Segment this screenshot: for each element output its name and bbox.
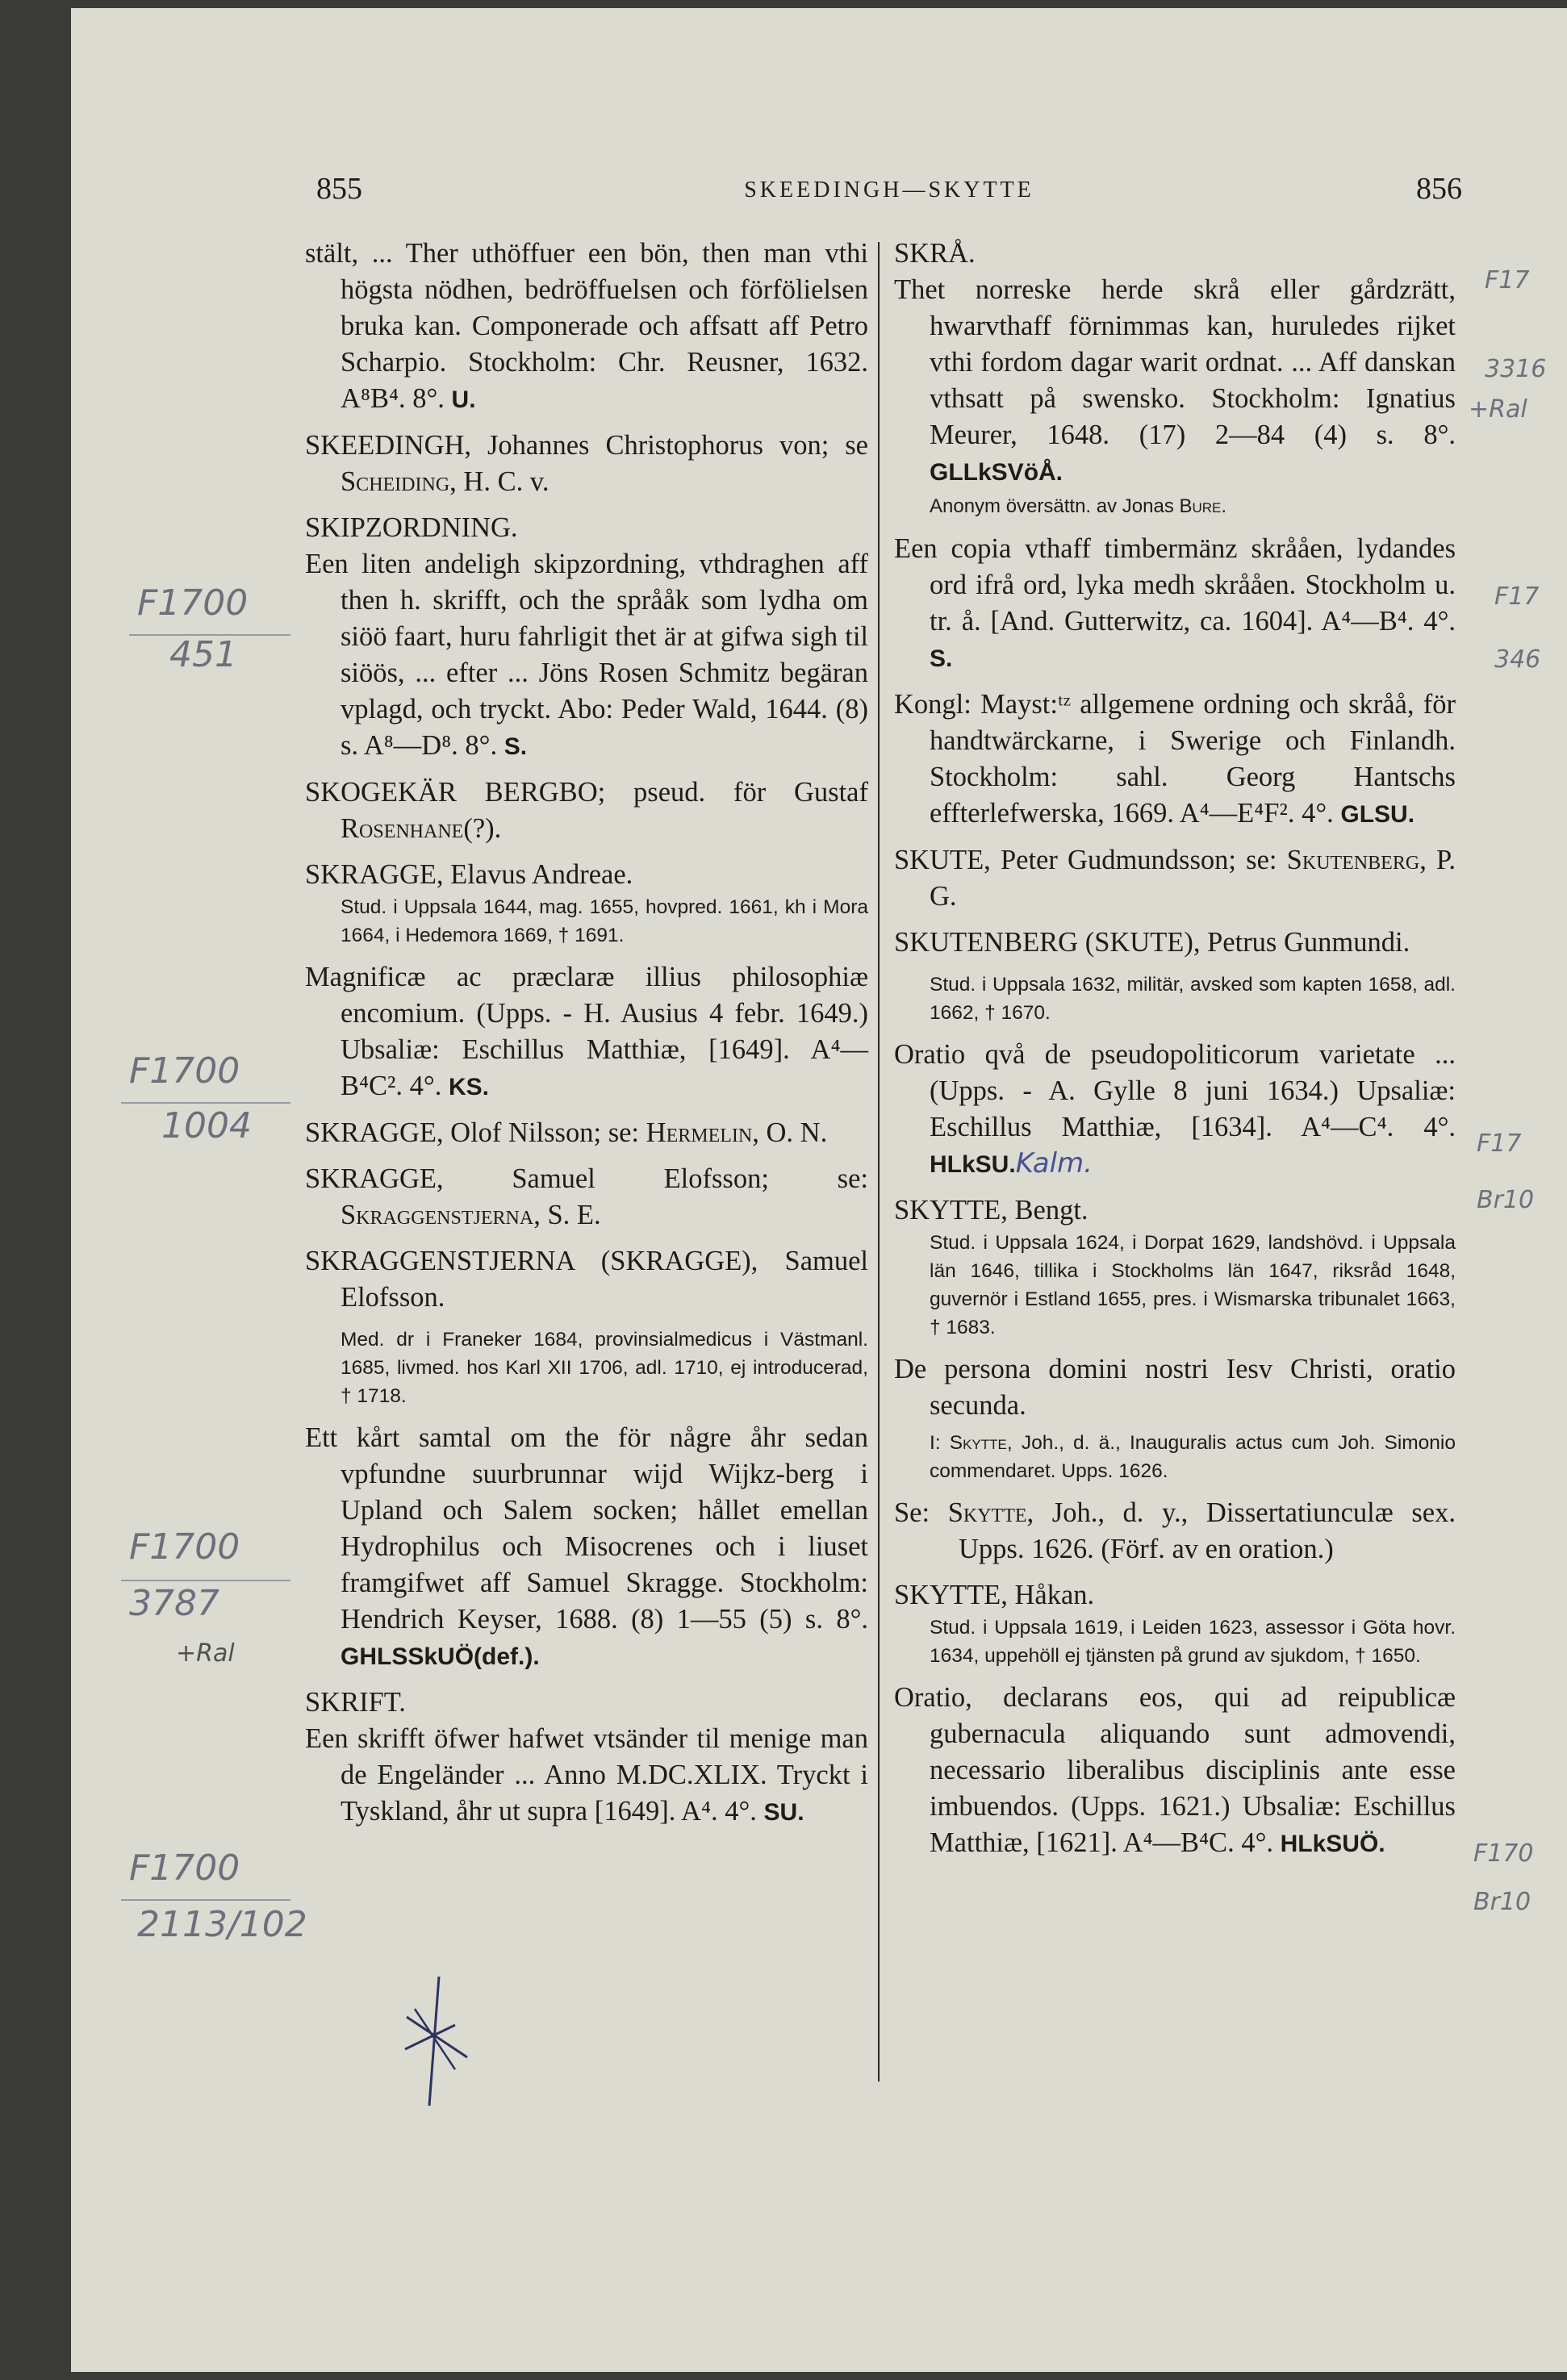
margin-shelfmark: 451 bbox=[169, 634, 237, 675]
biographical-note: Stud. i Uppsala 1624, i Dorpat 1629, landshövd. i Uppsala län 1646, tillika i Stockholms län 1647, riksråd 1648, guvernör i Estland 1655, pres. i Wismarska tribunalet 1663, † 1683. bbox=[930, 1232, 1456, 1338]
entry-text: stält, ... Ther uthöffuer een bön, then man vthi högsta nödhen, bedröffuelsen och förfölielsen bruka kan. Componerade och affsatt aff Petro Scharpio. Stockholm: Chr. Reusner, 1632. A⁸B⁴. 8°. U. bbox=[305, 238, 868, 414]
entry-heading: SKRAGGE, Elavus Andreae. bbox=[305, 859, 633, 890]
margin-shelfmark: 2113/102 bbox=[137, 1904, 307, 1945]
column-divider bbox=[878, 242, 880, 2081]
entry-text: Thet norreske herde skrå eller gårdzrätt, hwarvthaff förnimmas kan, huruledes rijket vthi fordom dagar warit ordnat. ... Aff danskan vthsatt på swensko. Stockholm: Ignatius Meurer, 1648. (17) 2—84 (4) s. 8°. GLLkSVöÅ. bbox=[894, 274, 1456, 486]
entry-text: Oratio qvå de pseudopoliticorum varietate ... (Upps. - A. Gylle 8 juni 1634.) Upsaliæ: Eschillus Matthiæ, [1634]. A⁴—C⁴. 4°. HLkSU.Kalm. bbox=[894, 1039, 1456, 1180]
margin-shelfmark: 346 bbox=[1494, 645, 1541, 674]
entry-text: Magnificæ ac præclaræ illius philosophiæ encomium. (Upps. - H. Ausius 4 febr. 1649.) Ubsaliæ: Eschillus Matthiæ, [1649]. A⁴—B⁴C². 4°. KS. bbox=[305, 962, 868, 1101]
entry-heading: SKOGEKÄR BERGBO; pseud. för Gustaf Rosenhane(?). bbox=[305, 777, 868, 844]
entry-heading: SKRAGGENSTJERNA (SKRAGGE), Samuel Elofsson. bbox=[305, 1246, 868, 1313]
biographical-note: Stud. i Uppsala 1644, mag. 1655, hovpred. 1661, kh i Mora 1664, i Hedemora 1669, † 1691. bbox=[341, 896, 868, 946]
margin-shelfmark: F17 bbox=[1494, 582, 1540, 611]
entry-heading: SKRAGGE, Samuel Elofsson; se: Skraggenstjerna, S. E. bbox=[305, 1163, 868, 1230]
biographical-note: Med. dr i Franeker 1684, provinsialmedicus i Västmanl. 1685, livmed. hos Karl XII 1706, adl. 1710, ej introducerad, † 1718. bbox=[341, 1329, 868, 1407]
margin-shelfmark: F1700 bbox=[137, 582, 249, 624]
sub-reference: I: Skytte, Joh., d. ä., Inauguralis actus cum Joh. Simonio commendaret. Upps. 1626. bbox=[930, 1432, 1456, 1482]
entry-text: Een liten andeligh skipzordning, vthdraghen aff then h. skrifft, och the språåk som lydha om siöö faart, huru fahrligit thet är at gifwa sigh til siöös, ... efter ... Jöns Rosen Schmitz begäran vplagd, och tryckt. Abo: Peder Wald, 1644. (8) s. A⁸—D⁸. 8°. S. bbox=[305, 549, 868, 761]
margin-shelfmark: Br10 bbox=[1473, 1888, 1531, 1916]
margin-shelfmark: F17 bbox=[1485, 266, 1530, 294]
running-title: SKEEDINGH—SKYTTE bbox=[744, 177, 1034, 203]
page-number-right: 856 bbox=[1416, 172, 1462, 206]
entry-heading: SKRAGGE, Olof Nilsson; se: Hermelin, O. N. bbox=[305, 1117, 828, 1148]
entry-text: Oratio, declarans eos, qui ad reipublicæ gubernacula aliquando sunt admovendi, necessario liberalibus disciplinis ante esse imbuendos. (Upps. 1621.) Ubsaliæ: Eschillus Matthiæ, [1621]. A⁴—B⁴C. 4°. HLkSUÖ. bbox=[894, 1682, 1456, 1858]
entry-heading: SKYTTE, Håkan. bbox=[894, 1580, 1095, 1610]
margin-shelfmark: +Ral bbox=[1469, 395, 1527, 424]
entry-heading: SKUTENBERG (SKUTE), Petrus Gunmundi. bbox=[894, 927, 1410, 958]
handwritten-star-mark bbox=[399, 1969, 471, 2106]
handwritten-annotation: Kalm. bbox=[1015, 1147, 1093, 1180]
margin-shelfmark: F17 bbox=[1477, 1129, 1522, 1158]
margin-shelfmark: F1700 bbox=[129, 1526, 240, 1568]
margin-rule bbox=[121, 1580, 290, 1581]
margin-shelfmark: F170 bbox=[1473, 1839, 1534, 1868]
margin-shelfmark: 1004 bbox=[161, 1105, 252, 1146]
margin-rule bbox=[121, 1102, 290, 1104]
entry-heading: SKYTTE, Bengt. bbox=[894, 1195, 1089, 1225]
margin-shelfmark: 3787 bbox=[129, 1583, 219, 1624]
entry-text: Een copia vthaff timbermänz skrååen, lydandes ord ifrå ord, lyka medh skrååen. Stockholm u. tr. å. [And. Gutterwitz, ca. 1604]. A⁴—B⁴. 4°. S. bbox=[894, 533, 1456, 672]
biographical-note: Stud. i Uppsala 1619, i Leiden 1623, assessor i Göta hovr. 1634, uppehöll ej tjänsten på grund av sjukdom, † 1650. bbox=[930, 1617, 1456, 1667]
page-header bbox=[316, 171, 1462, 211]
margin-shelfmark: F1700 bbox=[129, 1050, 240, 1092]
entry-heading: SKIPZORDNING. bbox=[305, 512, 518, 543]
entry-heading: SKUTE, Peter Gudmundsson; se: Skutenberg, P. G. bbox=[894, 845, 1456, 912]
translator-note: Anonym översättn. av Jonas Bure. bbox=[930, 495, 1227, 517]
entry-text: Een skrifft öfwer hafwet vtsänder til menige man de Engeländer ... Anno M.DC.XLIX. Tryckt i Tyskland, åhr ut supra [1649]. A⁴. 4°. SU. bbox=[305, 1723, 868, 1827]
margin-rule bbox=[121, 1899, 290, 1901]
entry-text: Ett kårt samtal om the för någre åhr sedan vpfundne suurbrunnar wijd Wijkz-berg i Upland och Salem socken; hållet emellan Hydrophilus och Misocrenes och i liuset framgifwet aff Samuel Skragge. Stockholm: Hendrich Keyser, 1688. (8) 1—55 (5) s. 8°. GHLSSkUÖ(def.). bbox=[305, 1422, 868, 1670]
sub-reference: Se: Skytte, Joh., d. y., Dissertatiunculæ sex. Upps. 1626. (Förf. av en oration.) bbox=[894, 1497, 1456, 1564]
entry-heading: SKEEDINGH, Johannes Christophorus von; se Scheiding, H. C. v. bbox=[305, 430, 868, 497]
entry-text: Kongl: Mayst:ᵗᶻ allgemene ordning och skråå, för handtwärckarne, i Swerige och Finlandh. Stockholm: sahl. Georg Hantschs effterlefwerska, 1669. A⁴—E⁴F². 4°. GLSU. bbox=[894, 689, 1456, 829]
margin-shelfmark: +Ral bbox=[176, 1639, 235, 1668]
right-column bbox=[894, 236, 1456, 1872]
entry-heading: SKRIFT. bbox=[305, 1687, 406, 1718]
margin-shelfmark: 3316 bbox=[1485, 355, 1547, 383]
margin-shelfmark: F1700 bbox=[129, 1848, 240, 1889]
left-column bbox=[305, 236, 868, 1840]
biographical-note: Stud. i Uppsala 1632, militär, avsked som kapten 1658, adl. 1662, † 1670. bbox=[930, 974, 1456, 1024]
page-number-left: 855 bbox=[316, 172, 362, 206]
entry-text: De persona domini nostri Iesv Christi, oratio secunda. bbox=[894, 1354, 1456, 1421]
entry-heading: SKRÅ. bbox=[894, 238, 976, 269]
margin-shelfmark: Br10 bbox=[1477, 1186, 1535, 1214]
